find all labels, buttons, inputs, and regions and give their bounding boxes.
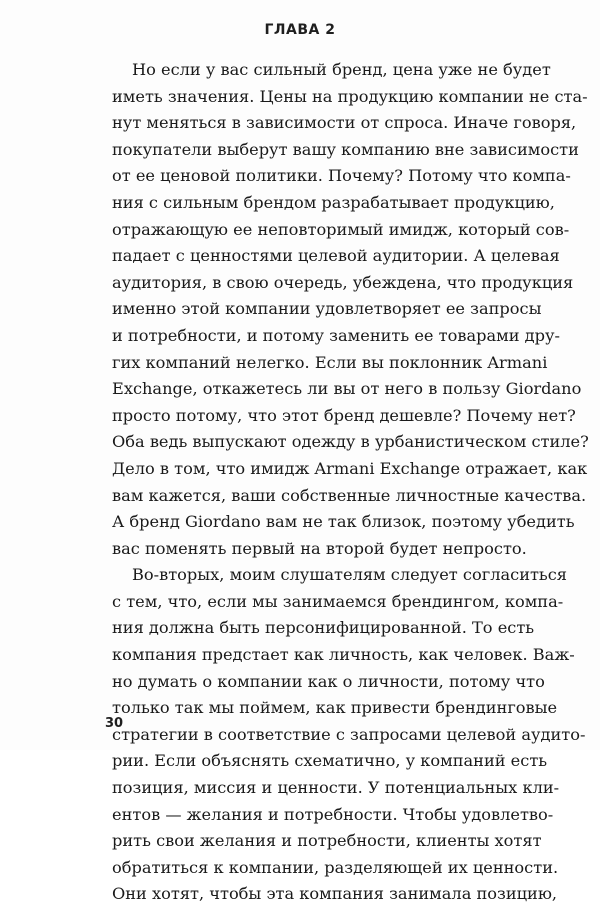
text-line: Но если у вас сильный бренд, цена уже не будет xyxy=(132,60,551,79)
text-line: позиция, миссия и ценности. У потенциальных кли- xyxy=(112,778,560,798)
text-line: Они хотят, чтобы эта компания занимала позицию, xyxy=(112,884,558,904)
text-line: А бренд Giordano вам не так близок, поэтому убедить xyxy=(112,512,575,532)
text-line: именно этой компании удовлетворяет ее запросы xyxy=(112,299,542,319)
text-line: Оба ведь выпускают одежду в урбанистическом стиле? xyxy=(112,432,589,452)
text-line: Во-вторых, моим слушателям следует согласиться xyxy=(132,565,568,585)
text-line: и потребности, и потому заменить ее товарами дру- xyxy=(112,325,560,345)
text-line: нут меняться в зависимости от спроса. Иначе говоря, xyxy=(112,113,577,133)
text-line: но думать о компании как о личности, потому что xyxy=(112,671,545,691)
text-line: отражающую ее неповторимый имидж, который сов- xyxy=(112,219,570,239)
text-line: вас поменять первый на второй будет непросто. xyxy=(112,538,527,558)
text-line: с тем, что, если мы занимаемся брендингом, компа- xyxy=(112,591,564,611)
text-line: покупатели выберут вашу компанию вне зависимости xyxy=(112,139,579,159)
text-line: Exchange, откажетесь ли вы от него в пользу Giordano xyxy=(112,379,582,399)
text-line: от ее ценовой политики. Почему? Потому что компа- xyxy=(112,166,571,186)
page-number: 30 xyxy=(105,716,124,731)
text-line: ентов — желания и потребности. Чтобы удовлетво- xyxy=(112,804,554,824)
text-line: рить свои желания и потребности, клиенты хотят xyxy=(112,831,542,851)
text-line: падает с ценностями целевой аудитории. А целевая xyxy=(112,246,560,266)
text-line: просто потому, что этот бренд дешевле? Почему нет? xyxy=(112,405,576,425)
text-line: только так мы поймем, как привести брендинговые xyxy=(112,698,558,718)
text-line: обратиться к компании, разделяющей их ценности. xyxy=(112,857,559,877)
text-line: аудитория, в свою очередь, убеждена, что продукция xyxy=(112,272,574,292)
text-line: вам кажется, ваши собственные личностные качества. xyxy=(112,485,587,505)
text-line: иметь значения. Цены на продукцию компании не ста- xyxy=(112,86,588,106)
paragraph-2 xyxy=(112,562,586,908)
paragraph-1 xyxy=(112,57,589,562)
text-line: компания предстает как личность, как человек. Важ- xyxy=(112,645,575,665)
text-line: ния должна быть персонифицированной. То есть xyxy=(112,618,535,638)
body-text xyxy=(112,57,589,908)
text-line: стратегии в соответствие с запросами целевой аудито- xyxy=(112,724,586,744)
text-line: Дело в том, что имидж Armani Exchange отражает, как xyxy=(112,458,588,478)
text-line: гих компаний нелегко. Если вы поклонник Armani xyxy=(112,352,548,372)
chapter-header: ГЛАВА 2 xyxy=(264,22,336,38)
text-line: ния с сильным брендом разрабатывает продукцию, xyxy=(112,192,555,212)
text-line: рии. Если объяснять схематично, у компаний есть xyxy=(112,751,548,771)
